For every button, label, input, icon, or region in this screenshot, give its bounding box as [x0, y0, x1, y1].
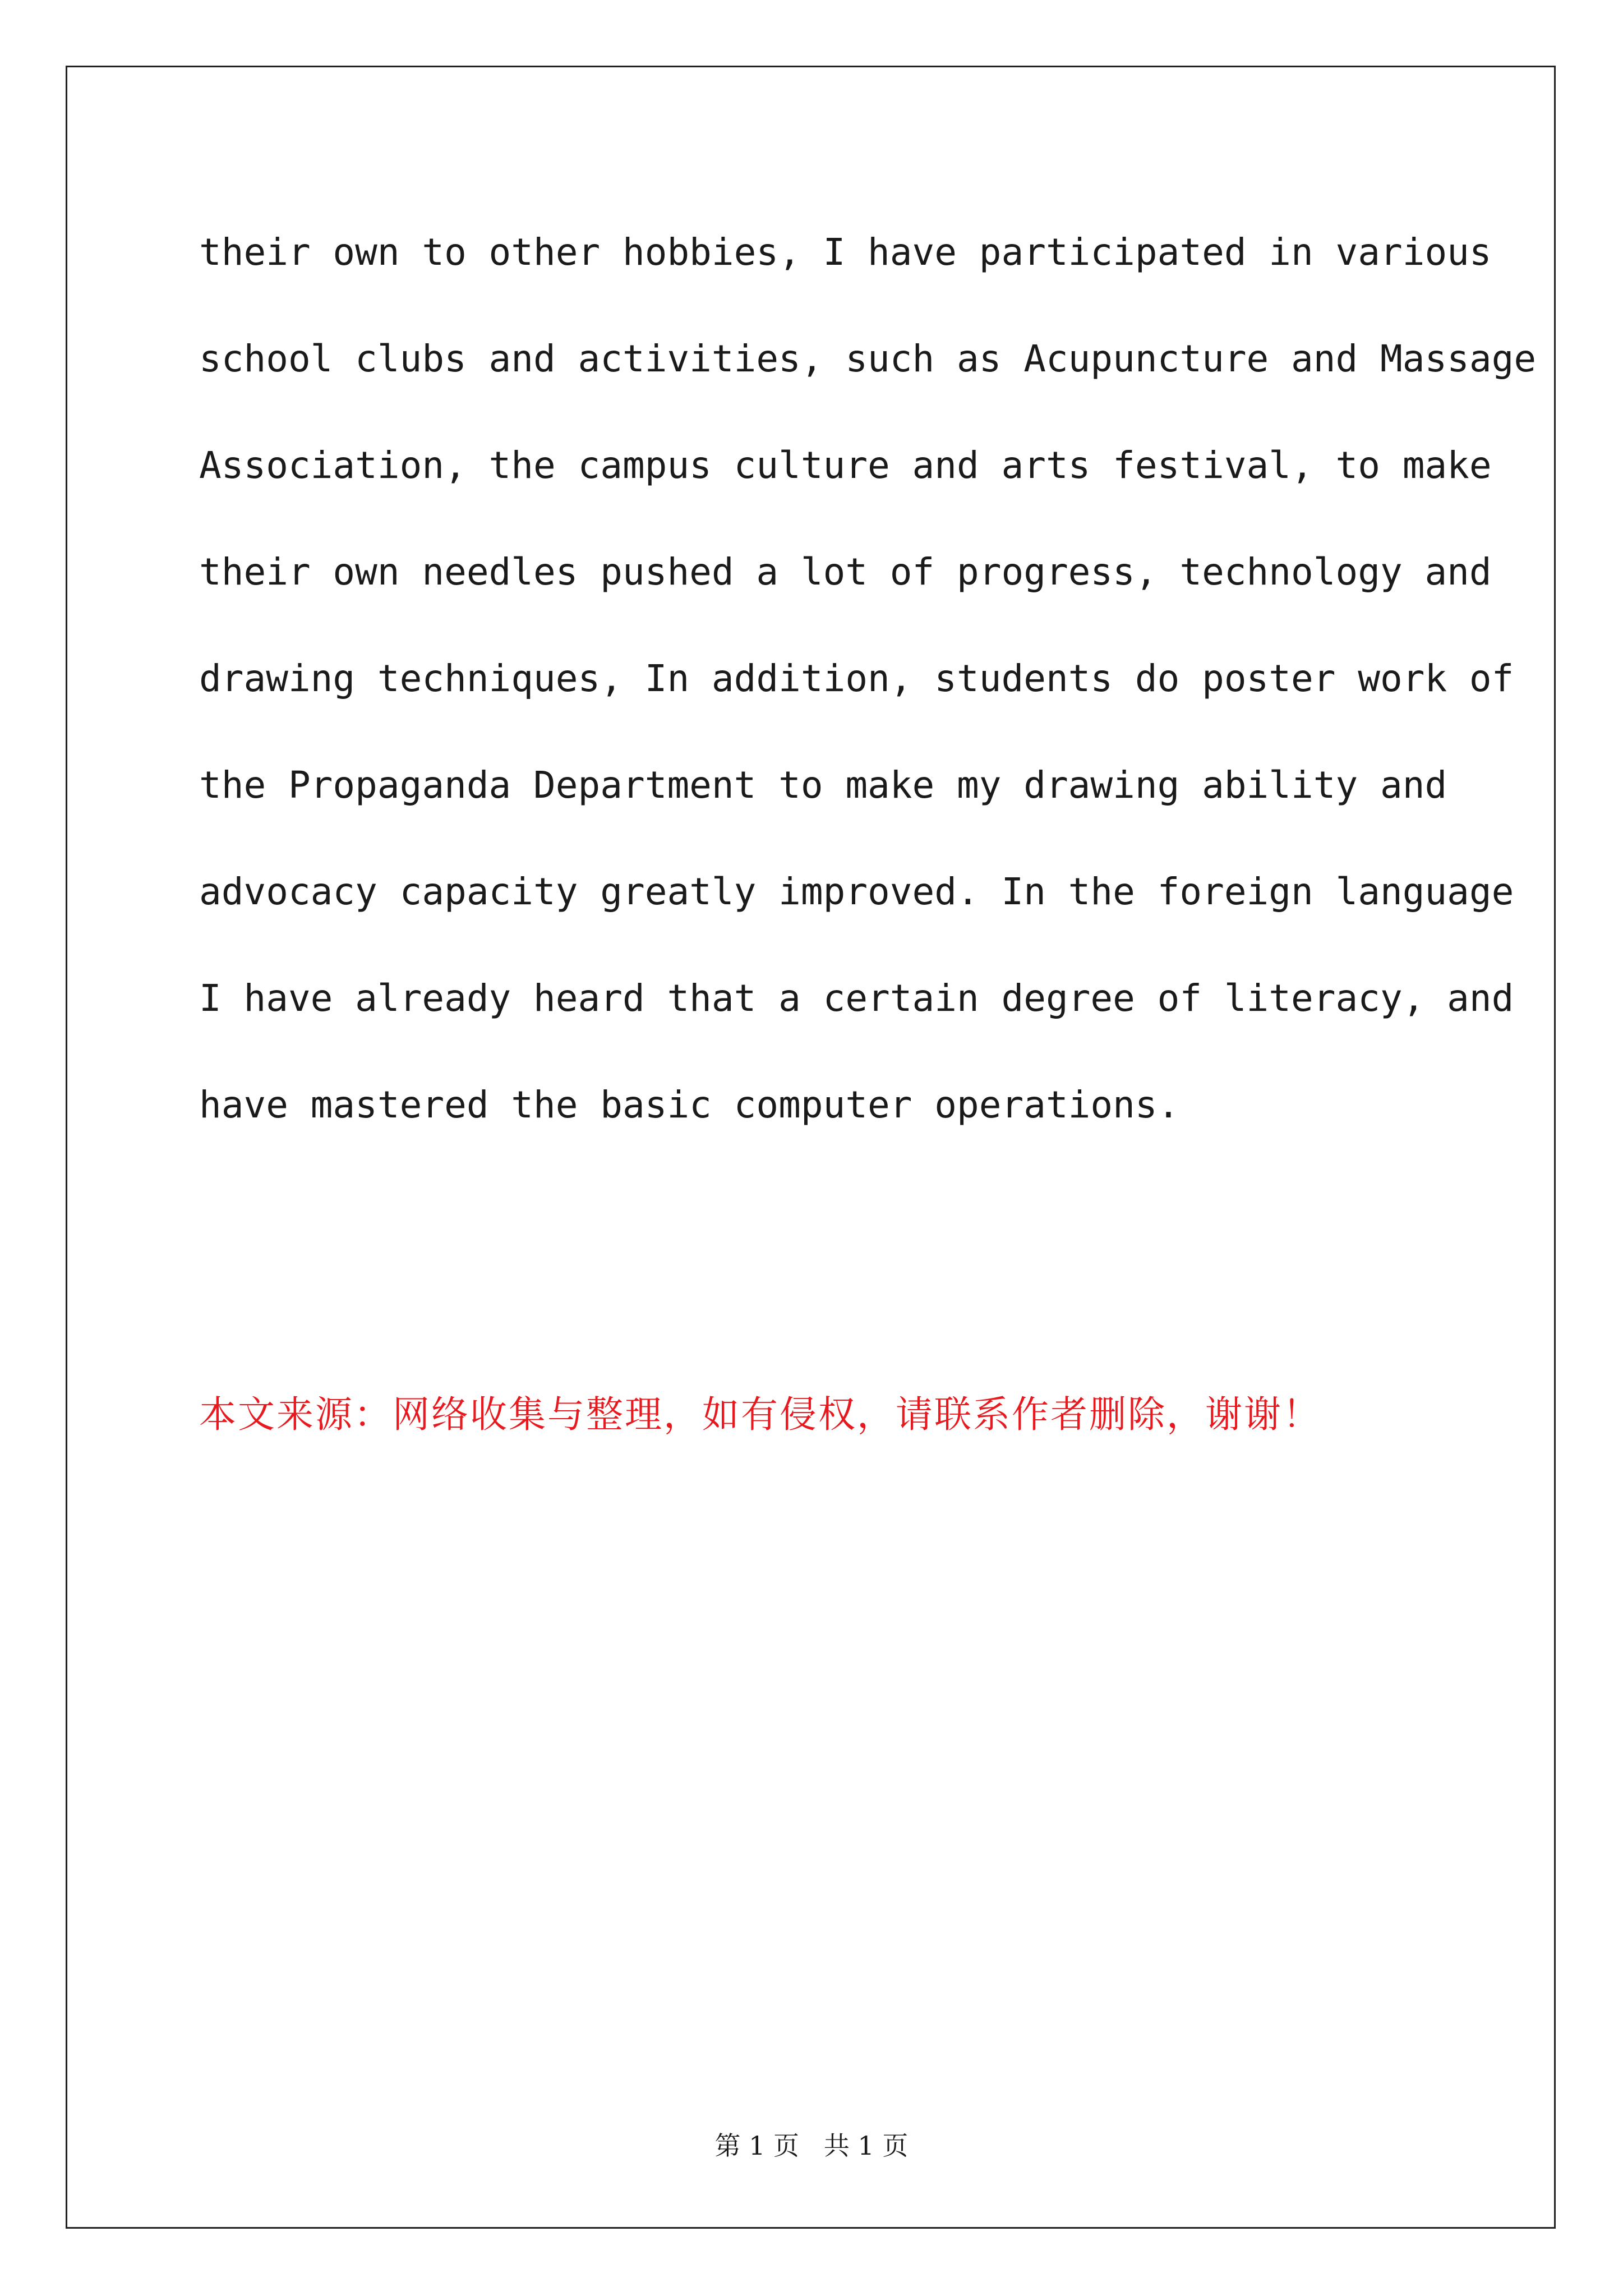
body-line: the Propaganda Department to make my drawing ability and	[199, 763, 1447, 807]
source-disclaimer: 本文来源：网络收集与整理，如有侵权，请联系作者删除，谢谢！	[199, 1393, 1321, 1436]
page-border	[66, 66, 1556, 2229]
body-line: advocacy capacity greatly improved. In the foreign language	[199, 870, 1514, 913]
body-line: have mastered the basic computer operations.	[199, 1083, 1180, 1126]
body-line: drawing techniques, In addition, students do poster work of	[199, 657, 1514, 700]
body-line: school clubs and activities, such as Acupuncture and Massage	[199, 337, 1537, 380]
body-line: Association, the campus culture and arts festival, to make	[199, 444, 1492, 487]
page-number-footer: 第 1 页 共 1 页	[714, 2131, 909, 2161]
body-line: their own needles pushed a lot of progress, technology and	[199, 550, 1492, 593]
body-line: their own to other hobbies, I have participated in various	[199, 231, 1492, 274]
body-line: I have already heard that a certain degree of literacy, and	[199, 977, 1514, 1020]
